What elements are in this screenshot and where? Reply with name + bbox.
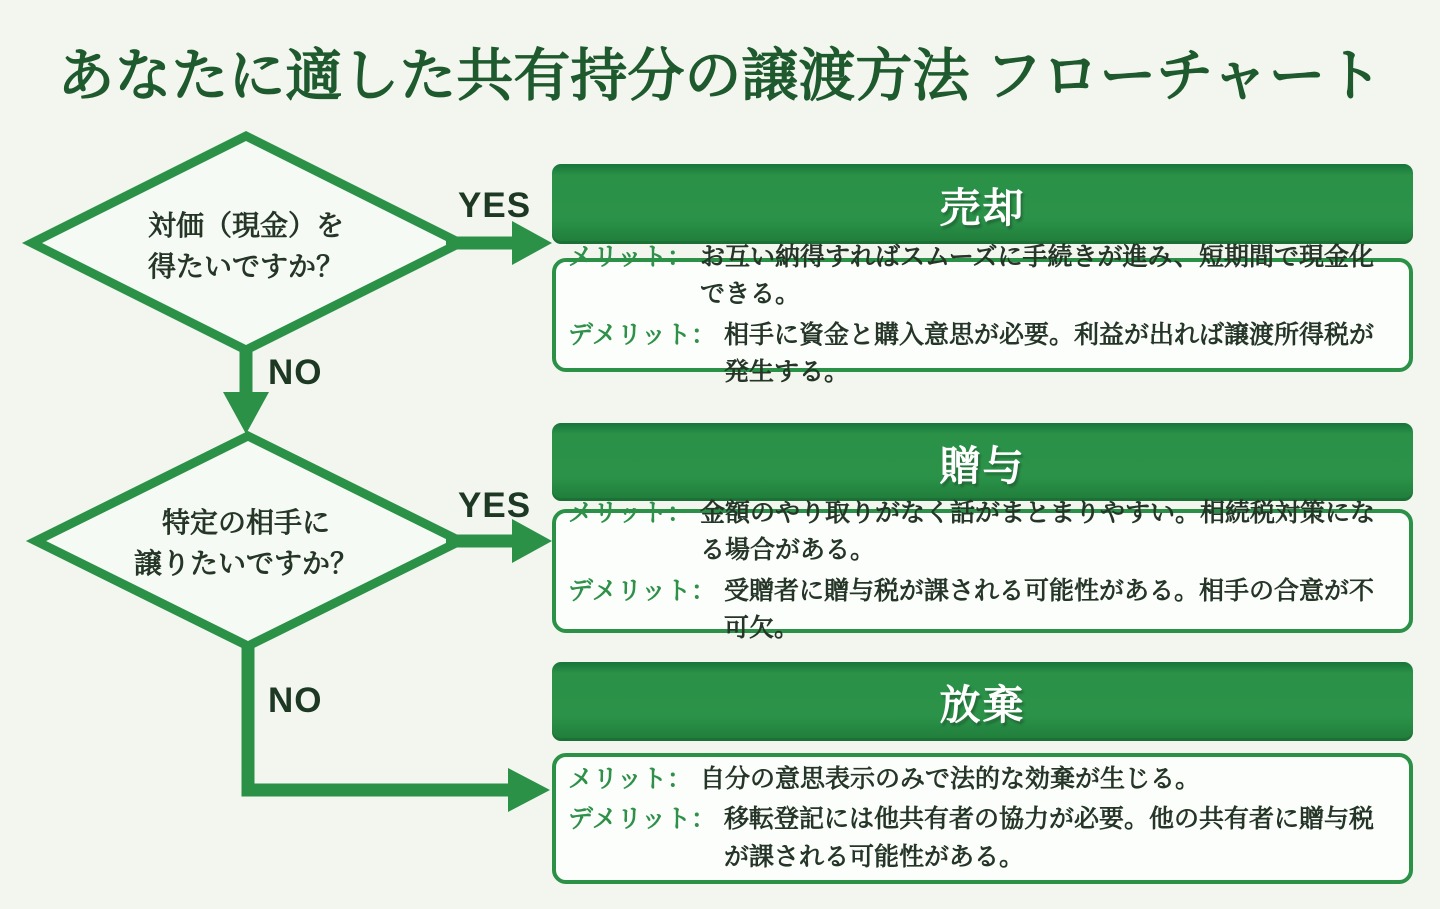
- no-label-2: NO: [268, 681, 323, 720]
- merit-label: メリット：: [568, 242, 693, 271]
- decision-1-line-2: 得たいですか？: [147, 250, 344, 282]
- merit-text: 自分の意思表示のみで法的な効棄が生じる。: [700, 764, 1201, 793]
- option-header-waiver: 放棄: [552, 662, 1413, 741]
- demerit-text: 受贈者に贈与税が課される可能性がある。相手の合意が不可欠。: [724, 576, 1375, 642]
- no-label-1: NO: [268, 353, 323, 392]
- merit-label: メリット：: [568, 498, 693, 527]
- demerit-label: デメリット：: [568, 805, 717, 834]
- decision-2-line-2: 譲りたいですか？: [133, 547, 358, 579]
- merit-row: [568, 239, 1397, 314]
- option-detail-sale: [552, 242, 1413, 386]
- no-arrow-2-head: [508, 768, 550, 812]
- demerit-row: [568, 801, 1397, 876]
- yes-label-1: YES: [458, 186, 532, 225]
- demerit-row: [568, 317, 1397, 392]
- decision-1-question: [66, 206, 426, 287]
- option-header-sale: 売却: [552, 164, 1413, 244]
- demerit-text: 移転登記には他共有者の協力が必要。他の共有者に贈与税が課される可能性がある。: [724, 805, 1375, 871]
- demerit-label: デメリット：: [568, 576, 717, 605]
- merit-label: メリット：: [568, 764, 693, 793]
- merit-text: お互い納得すればスムーズに手続きが進み、短期間で現金化できる。: [700, 242, 1375, 308]
- option-header-gift: 贈与: [552, 423, 1413, 501]
- decision-1-line-1: 対価（現金）を: [147, 210, 344, 241]
- demerit-row: [568, 573, 1397, 648]
- no-arrow-1-head: [223, 392, 269, 434]
- flowchart-title: あなたに適した共有持分の譲渡方法 フローチャート: [57, 44, 1383, 108]
- option-detail-gift: [552, 498, 1413, 642]
- merit-text: 金額のやり取りがなく話がまとまりやすい。相続税対策になる場合がある。: [700, 498, 1376, 564]
- option-detail-waiver: [552, 753, 1413, 884]
- decision-2-line-1: 特定の相手に: [161, 507, 330, 538]
- demerit-label: デメリット：: [568, 320, 717, 349]
- yes-arrow-1-head: [512, 221, 552, 265]
- yes-label-2: YES: [458, 486, 532, 525]
- merit-row: [568, 495, 1397, 570]
- decision-2-question: [66, 503, 426, 584]
- demerit-text: 相手に資金と購入意思が必要。利益が出れば譲渡所得税が発生する。: [724, 320, 1375, 386]
- merit-row: [568, 761, 1397, 799]
